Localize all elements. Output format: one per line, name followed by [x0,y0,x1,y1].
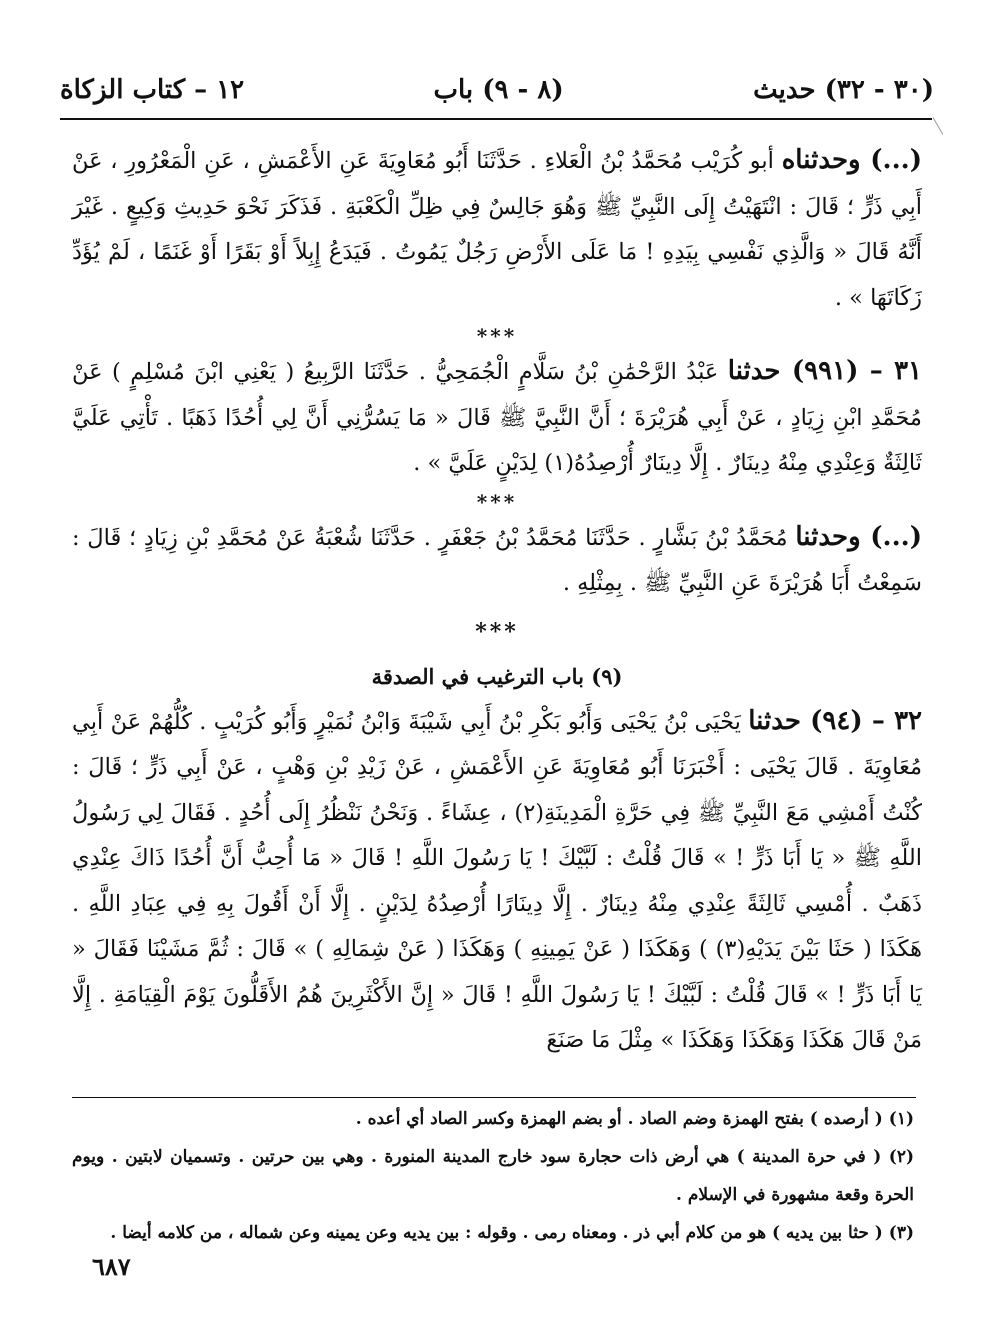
hadith-text: عَبْدُ الرَّحْمَٰنِ بْنُ سَلَّامٍ الْجُمَحِيُّ . حَدَّثَنَا الرَّبِيعُ ( يَعْنِي ابْنَ مُسْلِمٍ ) عَنْ مُحَمَّدِ ابْنِ زِيَادٍ ، عَنْ أَبِي هُرَيْرَةَ ؛ أَنَّ النَّبِيَّ ﷺ قَالَ « مَا يَسُرُّنِي أَنَّ لِي أُحُدًا ذَهَبًا . تَأْتِي عَلَيَّ ثَالِثَةٌ وَعِنْدِي مِنْهُ دِينَارٌ . إِلَّا دِينَارٌ أُرْصِدُهُ(١) لِدَيْنٍ عَلَيَّ » . [72,359,922,476]
header-rule [60,118,932,120]
main-text [72,138,922,1064]
footnotes [72,1100,914,1252]
hadith-lead: (...) وحدثنا [795,521,923,552]
hadith-lead: (...) وحدثناه [781,145,922,175]
separator-asterisks: *** [476,489,518,514]
hadith-paragraph [72,699,922,1064]
header-hadith-range: (٣٠ - ٣٢) حديث [753,75,934,105]
hadith-paragraph [72,515,922,607]
separator-asterisks: *** [476,324,518,348]
header-chapter-range: (٨ - ٩) باب [433,75,564,105]
footnote: (٣) ( حثا بين يديه ) هو من كلام أبي ذر . ومعناه رمى . وقوله : بين يديه وعن يمينه وعن شماله ، من كلامه أيضا . [110,1223,914,1243]
footnote-rule [72,1097,916,1098]
hadith-lead: ٣١ – (٩٩١) حدثنا [727,356,923,386]
hadith-text: أبو كُرَيْب مُحَمَّدُ بْنُ الْعَلاءِ . حَدَّثَنَا أَبُو مُعَاوِيَةَ عَنِ الأَعْمَشِ ، عَنِ الْمَعْرُورِ ، عَنْ أَبِي ذَرٍّ ؛ قَالَ : انْتَهَيْتُ إِلَى النَّبِيِّ ﷺ وَهُوَ جَالِسٌ فِي ظِلِّ الْكَعْبَةِ . فَذَكَرَ نَحْوَ حَدِيثِ وَكِيعٍ . غَيْرَ أَنَّهُ قَالَ « وَالَّذِي نَفْسِي بِيَدِهِ ! مَا عَلَى الأَرْضِ رَجُلٌ يَمُوتُ . فَيَدَعُ إِبِلاً أَوْ بَقَرًا أَوْ غَنَمًا ، لَمْ يُؤَدِّ زَكَاتَهَا » . [72,148,922,311]
section-title: (٩) باب الترغيب في الصدقة [371,663,623,689]
hadith-paragraph [72,349,922,487]
hadith-text: يَحْيَى بْنُ يَحْيَى وَأَبُو بَكْرِ بْنُ أَبِي شَيْبَةَ وَابْنُ نُمَيْرٍ وَأَبُو كُرَيْبٍ . كُلُّهُمْ عَنْ أَبِي مُعَاوِيَةَ . قَالَ يَحْيَى : أَخْبَرَنَا أَبُو مُعَاوِيَةَ عَنِ الأَعْمَشِ ، عَنْ زَيْدِ بْنِ وَهْبٍ ، عَنْ أَبِي ذَرٍّ ؛ قَالَ : كُنْتُ أَمْشِي مَعَ النَّبِيِّ ﷺ فِي حَرَّةِ الْمَدِينَةِ(٢) ، عِشَاءً . وَنَحْنُ نَنْظُرُ إِلَى أُحُدٍ . فَقَالَ لِي رَسُولُ اللَّهِ ﷺ « يَا أَبَا ذَرٍّ ! » قَالَ قُلْتُ : لَبَّيْكَ ! يَا رَسُولَ اللَّهِ ! قَالَ « مَا أُحِبُّ أَنَّ أُحُدًا ذَاكَ عِنْدِي ذَهَبٌ . أُمْسِي ثَالِثَةً عِنْدِي مِنْهُ دِينَارٌ . إِلَّا دِينَارًا أُرْصِدُهُ لِدَيْنٍ . إِلَّا أَنْ أَقُولَ بِهِ فِي عِبَادِ اللَّهِ . هَكَذَا ( حَثَا بَيْنَ يَدَيْهِ(٣) ) وَهَكَذَا ( عَنْ يَمِينِهِ ) وَهَكَذَا ( عَنْ شِمَالِهِ ) » قَالَ : ثُمَّ مَشَيْنَا فَقَالَ « يَا أَبَا ذَرٍّ ! » قَالَ قُلْتُ : لَبَّيْكَ ! يَا رَسُولَ اللَّهِ ! قَالَ « إِنَّ الأَكْثَرِينَ هُمُ الأَقَلُّونَ يَوْمَ الْقِيَامَةِ . إِلَّا مَنْ قَالَ هَكَذَا وَهَكَذَا وَهَكَذَا » مِثْلَ مَا صَنَعَ [72,708,923,1053]
hadith-lead: ٣٢ – (٩٤) حدثنا [748,705,923,736]
hadith-text: مُحَمَّدُ بْنُ بَشَّارٍ . حَدَّثَنَا مُحَمَّدُ بْنُ جَعْفَرٍ . حَدَّثَنَا شُعْبَةُ عَنْ مُحَمَّدِ بْنِ زِيَادٍ ؛ قَالَ : سَمِعْتُ أَبَا هُرَيْرَةَ عَنِ النَّبِيِّ ﷺ . بِمِثْلِهِ . [72,524,922,596]
header-book-title: ١٢ – كتاب الزكاة [60,75,245,105]
separator-asterisks: *‎*‎* [475,618,519,645]
page-number: ٦٨٧ [92,1252,131,1281]
footnote: (٢) ( في حرة المدينة ) هي أرض ذات حجارة سود خارج المدينة المنورة . وهي بين حرتين . وتسميان لابتين . ويوم الحرة وقعة مشهورة في الإسلام . [72,1147,914,1205]
footnote: (١) ( أرصده ) بفتح الهمزة وضم الصاد . أو بضم الهمزة وكسر الصاد أي أعده . [355,1109,914,1129]
margin-mark [926,117,944,139]
hadith-paragraph [72,138,922,321]
running-header [60,66,934,114]
